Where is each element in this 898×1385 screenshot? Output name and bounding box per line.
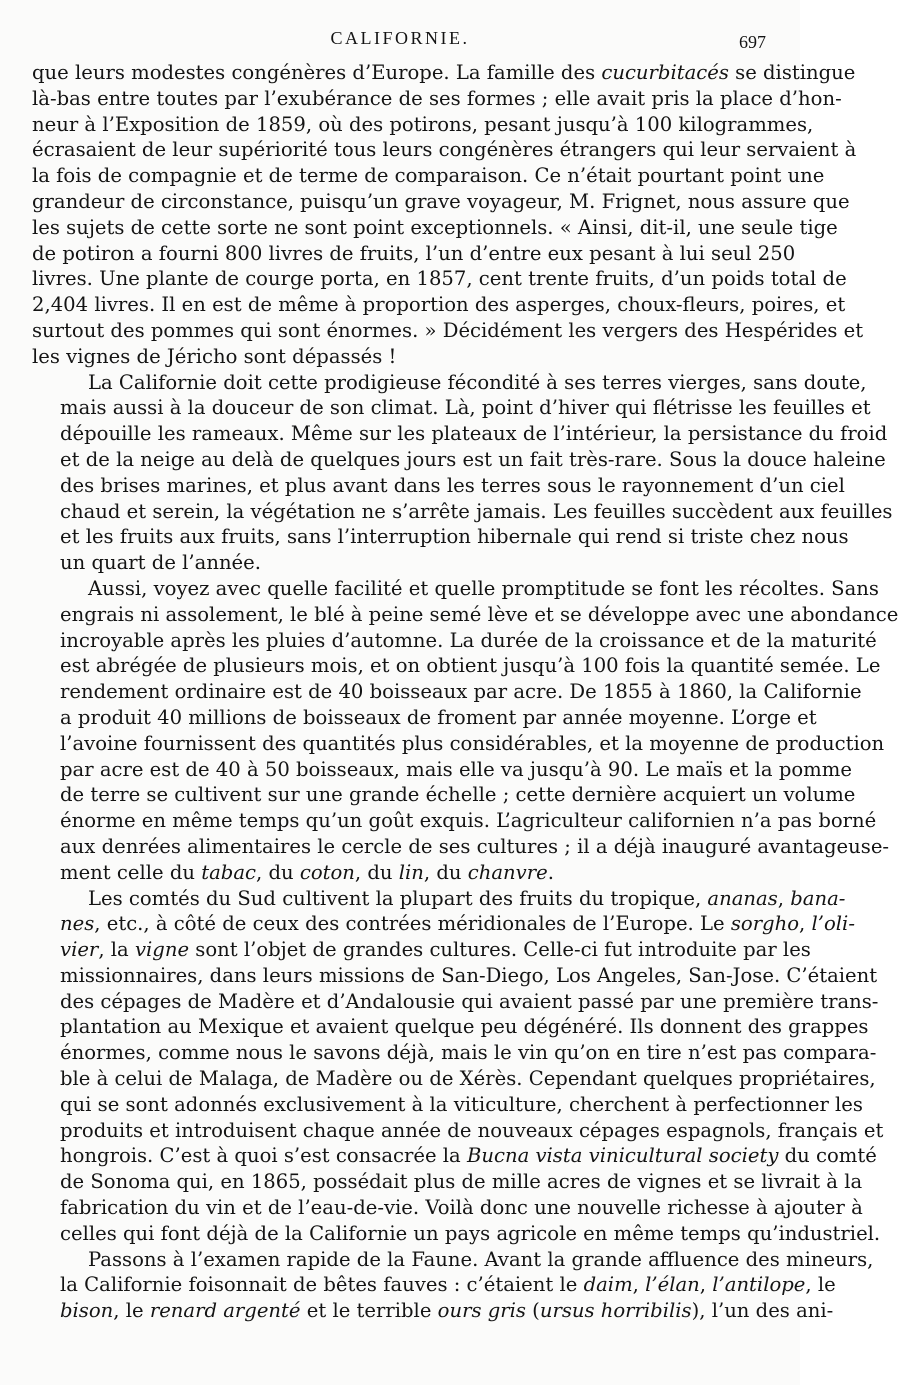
text-line: qui se sont adonnés exclusivement à la viticulture, cherchent à perfectionner les (60, 1092, 863, 1116)
text-line: que leurs modestes congénères d’Europe. La famille des cucurbitacés se distingue (32, 61, 856, 84)
running-title: CALIFORNIE. (330, 28, 470, 48)
italic-term: coton (299, 860, 355, 884)
italic-term: vigne (134, 938, 190, 962)
text-line: surtout des pommes qui sont énormes. » Décidément les vergers des Hespérides et (32, 318, 864, 342)
text-line: 2,404 livres. Il en est de même à proportion des asperges, choux-fleurs, poires, et (32, 293, 846, 317)
text-line: engrais ni assolement, le blé à peine semé lève et se développe avec une abondance (60, 602, 898, 626)
italic-term: daim (583, 1273, 633, 1297)
text-line: de potiron a fourni 800 livres de fruits, l’un d’entre eux pesant à lui seul 250 (32, 241, 796, 265)
text-line: énormes, comme nous le savons déjà, mais le vin qu’on en tire n’est pas compara- (60, 1041, 877, 1065)
italic-term: l’antilope (712, 1273, 806, 1297)
text-line: bison, le renard argenté et le terrible ours gris (ursus horribilis), l’un des ani- (60, 1299, 834, 1323)
paragraph (32, 1247, 874, 1324)
text-line: et de la neige au delà de quelques jours est un fait très-rare. Sous la douce haleine (60, 447, 886, 471)
text-line: nes, etc., à côté de ceux des contrées méridionales de l’Europe. Le sorgho, l’oli- (60, 912, 855, 936)
text-line: ble à celui de Malaga, de Madère ou de Xérès. Cependant quelques propriétaires, (60, 1067, 876, 1091)
text-line: les vignes de Jéricho sont dépassés ! (32, 344, 397, 368)
text-line: ment celle du tabac, du coton, du lin, du chanvre. (60, 860, 554, 884)
italic-term: tabac (201, 860, 256, 884)
paragraph (32, 576, 898, 886)
paragraph (32, 60, 864, 370)
text-line: produits et introduisent chaque année de nouveaux cépages espagnols, français et (60, 1118, 884, 1142)
text-line: un quart de l’année. (60, 551, 261, 575)
italic-term: l’élan (645, 1273, 700, 1297)
italic-term: sorgho (730, 912, 800, 936)
italic-term: cucurbitacés (601, 61, 729, 84)
italic-term: nes (60, 912, 95, 936)
text-line: est abrégée de plusieurs mois, et on obtient jusqu’à 100 fois la quantité semée. Le (60, 654, 881, 678)
text-line: dépouille les rameaux. Même sur les plateaux de l’intérieur, la persistance du froid (60, 422, 888, 446)
text-line: neur à l’Exposition de 1859, où des potirons, pesant jusqu’à 100 kilogrammes, (32, 112, 814, 136)
text-line: hongrois. C’est à quoi s’est consacrée la Bucna vista vinicultural society du comté (60, 1144, 877, 1168)
text-line: énorme en même temps qu’un goût exquis. L’agriculteur californien n’a pas borné (60, 809, 877, 833)
italic-term: ours gris (437, 1299, 526, 1323)
text-line: a produit 40 millions de boisseaux de froment par année moyenne. L’orge et (60, 705, 817, 729)
text-line: Les comtés du Sud cultivent la plupart des fruits du tropique, ananas, bana- (88, 886, 846, 910)
paragraph (32, 370, 893, 576)
italic-term: bison (60, 1299, 114, 1323)
italic-term: Bucna vista vinicultural society (466, 1144, 779, 1168)
text-line: mais aussi à la douceur de son climat. Là, point d’hiver qui flétrisse les feuilles et (60, 396, 871, 420)
page-number: 697 (739, 32, 766, 52)
text-line: des brises marines, et plus avant dans les terres sous le rayonnement d’un ciel (60, 473, 845, 497)
text-line: l’avoine fournissent des quantités plus considérables, et la moyenne de production (60, 731, 885, 755)
italic-term: lin (398, 860, 424, 884)
text-line: missionnaires, dans leurs missions de San-Diego, Los Angeles, San-Jose. C’étaient (60, 963, 878, 987)
italic-term: vier (60, 938, 99, 962)
text-line: plantation au Mexique et avaient quelque peu dégénéré. Ils donnent des grappes (60, 1015, 869, 1039)
text-line: fabrication du vin et de l’eau-de-vie. Voilà donc une nouvelle richesse à ajouter à (60, 1196, 863, 1220)
text-line: les sujets de cette sorte ne sont point exceptionnels. « Ainsi, dit-il, une seule tige (32, 215, 838, 239)
text-line: des cépages de Madère et d’Andalousie qui avaient passé par une première trans- (60, 989, 879, 1013)
text-line: la fois de compagnie et de terme de comparaison. Ce n’était pourtant point une (32, 164, 825, 188)
text-line: rendement ordinaire est de 40 boisseaux par acre. De 1855 à 1860, la Californie (60, 680, 862, 704)
text-line: celles qui font déjà de la Californie un pays agricole en même temps qu’industriel. (60, 1221, 881, 1245)
text-line: chaud et serein, la végétation ne s’arrête jamais. Les feuilles succèdent aux feuilles (60, 499, 893, 523)
running-head (0, 28, 800, 58)
text-line: aux denrées alimentaires le cercle de ses cultures ; il a déjà inauguré avantageuse- (60, 834, 890, 858)
italic-term: renard argenté (149, 1299, 301, 1323)
italic-term: ursus horribilis (539, 1299, 692, 1323)
body-text (32, 60, 898, 1324)
text-line: incroyable après les pluies d’automne. La durée de la croissance et de la maturité (60, 628, 877, 652)
italic-term: bana- (790, 886, 846, 910)
text-line: de Sonoma qui, en 1865, possédait plus de mille acres de vignes et se livrait à la (60, 1170, 863, 1194)
text-line: par acre est de 40 à 50 boisseaux, mais elle va jusqu’à 90. Le maïs et la pomme (60, 757, 852, 781)
italic-term: ananas (707, 886, 778, 910)
text-line: et les fruits aux fruits, sans l’interruption hibernale qui rend si triste chez nous (60, 525, 849, 549)
text-line: Passons à l’examen rapide de la Faune. Avant la grande affluence des mineurs, (88, 1247, 874, 1271)
text-line: Aussi, voyez avec quelle facilité et quelle promptitude se font les récoltes. Sans (88, 576, 879, 600)
text-line: vier, la vigne sont l’objet de grandes cultures. Celle-ci fut introduite par les (60, 938, 811, 962)
italic-term: l’oli- (811, 912, 855, 936)
text-line: écrasaient de leur supériorité tous leurs congénères étrangers qui leur servaient à (32, 138, 857, 162)
paragraph (32, 886, 884, 1247)
italic-term: chanvre (467, 860, 548, 884)
text-line: grandeur de circonstance, puisqu’un grave voyageur, M. Frignet, nous assure que (32, 189, 850, 213)
text-line: La Californie doit cette prodigieuse fécondité à ses terres vierges, sans doute, (88, 370, 867, 394)
text-line: la Californie foisonnait de bêtes fauves : c’étaient le daim, l’élan, l’antilope, le (60, 1273, 836, 1297)
text-line: livres. Une plante de courge porta, en 1857, cent trente fruits, d’un poids total de (32, 267, 847, 291)
text-line: là-bas entre toutes par l’exubérance de ses formes ; elle avait pris la place d’hon- (32, 86, 842, 110)
text-line: de terre se cultivent sur une grande échelle ; cette dernière acquiert un volume (60, 783, 856, 807)
